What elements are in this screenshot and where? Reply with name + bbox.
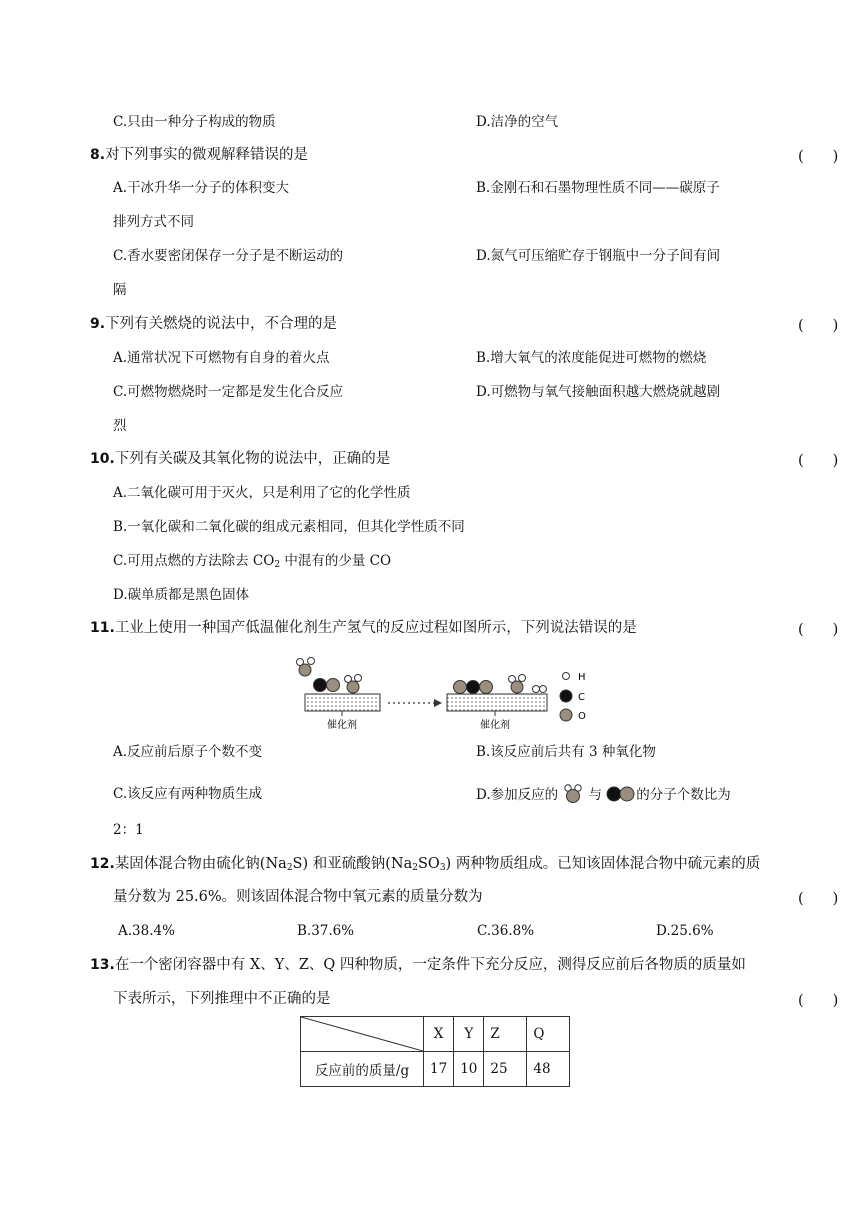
q11-answer-blank: ( ) <box>798 622 839 638</box>
value-q: 48 <box>527 1052 570 1087</box>
mass-table <box>300 1016 570 1087</box>
water-molecule-inline-icon <box>562 784 588 804</box>
header-x: X <box>424 1017 454 1052</box>
q12-text-b: S) 和亚硫酸钠(Na <box>292 856 413 872</box>
q11-option-d-text-end: 的分子个数比为 <box>636 787 731 803</box>
q12-text-a: 某固体混合物由硫化钠(Na <box>114 856 287 872</box>
q9-text: 下列有关燃烧的说法中，不合理的是 <box>105 316 338 332</box>
q10-stem <box>90 449 390 469</box>
q9-number: 9. <box>90 316 106 332</box>
q10-answer-blank: ( ) <box>798 453 839 469</box>
atom-legend <box>560 672 586 722</box>
q12-sub-3: 3 <box>439 863 446 873</box>
q9-option-d-continued: 烈 <box>113 418 127 434</box>
q9-stem <box>90 314 337 334</box>
co-molecule-inline-icon <box>606 784 636 804</box>
diagonal-line <box>301 1017 423 1051</box>
catalyst-plate-left <box>305 694 380 716</box>
q12-stem-line1 <box>90 854 760 878</box>
q8-number: 8. <box>90 147 106 163</box>
co-molecule-icon <box>314 679 340 692</box>
q11-option-d-and: 与 <box>588 787 602 803</box>
table-row <box>301 1052 570 1087</box>
q11-option-d-text: D.参加反应的 <box>476 787 559 803</box>
q10-option-b: B.一氧化碳和二氧化碳的组成元素相同，但其化学性质不同 <box>113 519 465 535</box>
header-z: Z <box>484 1017 527 1052</box>
q10-option-c-text-end: 中混有的少量 CO <box>280 553 392 569</box>
water-molecule-adsorbed-icon <box>345 675 362 694</box>
q9-option-a: A.通常状况下可燃物有自身的着火点 <box>113 350 330 366</box>
q13-number: 13. <box>90 957 115 973</box>
q12-answer-blank: ( ) <box>798 891 839 907</box>
catalyst-label-right: 催化剂 <box>480 720 510 731</box>
q12-option-d: D.25.6% <box>656 923 714 939</box>
water-molecule-icon <box>297 658 315 677</box>
q11-option-a: A.反应前后原子个数不变 <box>113 744 263 760</box>
q12-option-b: B.37.6% <box>297 923 355 939</box>
value-x: 17 <box>424 1052 454 1087</box>
q8-text: 对下列事实的微观解释错误的是 <box>105 147 309 163</box>
q7-option-d: D.洁净的空气 <box>476 114 559 130</box>
q13-stem-line2: 下表所示，下列推理中不正确的是 <box>113 991 331 1007</box>
q7-option-c: C.只由一种分子构成的物质 <box>113 114 276 130</box>
q10-option-d: D.碳单质都是黑色固体 <box>113 587 250 603</box>
q11-option-b: B.该反应前后共有 3 种氧化物 <box>476 744 656 760</box>
q12-option-c: C.36.8% <box>477 923 535 939</box>
q8-option-a: A.干冰升华一分子的体积变大 <box>113 180 290 196</box>
water-molecule-right-icon <box>509 675 526 694</box>
q10-option-c-subscript: 2 <box>274 560 281 570</box>
q11-option-d <box>476 784 731 805</box>
q11-option-d-continued: 2：1 <box>113 822 144 838</box>
q12-sub-1: 2 <box>286 863 293 873</box>
q12-text-d: ) 两种物质组成。已知该固体混合物中硫元素的质 <box>445 856 761 872</box>
row-label: 反应前的质量/g <box>301 1052 424 1087</box>
table-header-row <box>301 1017 570 1052</box>
q12-option-a: A.38.4% <box>118 923 175 939</box>
legend-h: H <box>578 672 586 683</box>
q12-sub-2: 2 <box>412 863 418 873</box>
reaction-arrow-icon <box>388 699 442 707</box>
q9-option-b: B.增大氧气的浓度能促进可燃物的燃烧 <box>476 350 707 366</box>
q13-answer-blank: ( ) <box>798 993 839 1009</box>
header-q: Q <box>527 1017 570 1052</box>
q13-stem-line1 <box>90 955 746 975</box>
q8-option-b: B.金刚石和石墨物理性质不同——碳原子 <box>476 180 720 196</box>
q10-option-c <box>113 551 391 575</box>
q8-option-c: C.香水要密闭保存一分子是不断运动的 <box>113 248 344 264</box>
reaction-diagram <box>290 652 610 732</box>
q10-option-a: A.二氧化碳可用于灭火，只是利用了它的化学性质 <box>113 485 411 501</box>
q8-option-d: D.氮气可压缩贮存于钢瓶中一分子间有间 <box>476 248 721 264</box>
q11-text: 工业上使用一种国产低温催化剂生产氢气的反应过程如图所示，下列说法错误的是 <box>114 620 637 636</box>
q11-number: 11. <box>90 620 115 636</box>
q10-option-c-text: C.可用点燃的方法除去 CO <box>113 553 275 569</box>
h2-molecule-icon <box>533 686 547 693</box>
q8-option-d-continued: 隔 <box>113 282 127 298</box>
header-y: Y <box>454 1017 484 1052</box>
diagonal-header-cell <box>301 1017 424 1052</box>
q8-stem <box>90 145 308 165</box>
q9-answer-blank: ( ) <box>798 318 839 334</box>
value-y: 10 <box>454 1052 484 1087</box>
q9-option-d: D.可燃物与氧气接触面积越大燃烧就越剧 <box>476 384 721 400</box>
q13-text: 在一个密闭容器中有 X、Y、Z、Q 四种物质，一定条件下充分反应，测得反应前后各物质的质量如 <box>114 957 746 973</box>
q10-number: 10. <box>90 451 115 467</box>
q9-option-c: C.可燃物燃烧时一定都是发生化合反应 <box>113 384 344 400</box>
co2-molecule-icon <box>454 681 493 694</box>
q11-option-c: C.该反应有两种物质生成 <box>113 786 263 802</box>
oxygen-atom-icon <box>560 709 572 721</box>
q8-answer-blank: ( ) <box>798 149 839 165</box>
q11-stem <box>90 618 637 638</box>
q10-text: 下列有关碳及其氧化物的说法中，正确的是 <box>114 451 391 467</box>
catalyst-label-left: 催化剂 <box>327 720 357 731</box>
legend-o: O <box>578 711 586 722</box>
q8-option-b-continued: 排列方式不同 <box>113 214 194 230</box>
legend-c: C <box>578 692 585 703</box>
carbon-atom-icon <box>560 690 572 702</box>
value-z: 25 <box>484 1052 527 1087</box>
q12-stem-line2: 量分数为 25.6%。则该固体混合物中氧元素的质量分数为 <box>113 889 483 905</box>
catalyst-plate-right <box>447 694 547 716</box>
hydrogen-atom-icon <box>563 673 570 680</box>
q12-number: 12. <box>90 856 115 872</box>
q12-text-c: SO <box>417 856 440 872</box>
